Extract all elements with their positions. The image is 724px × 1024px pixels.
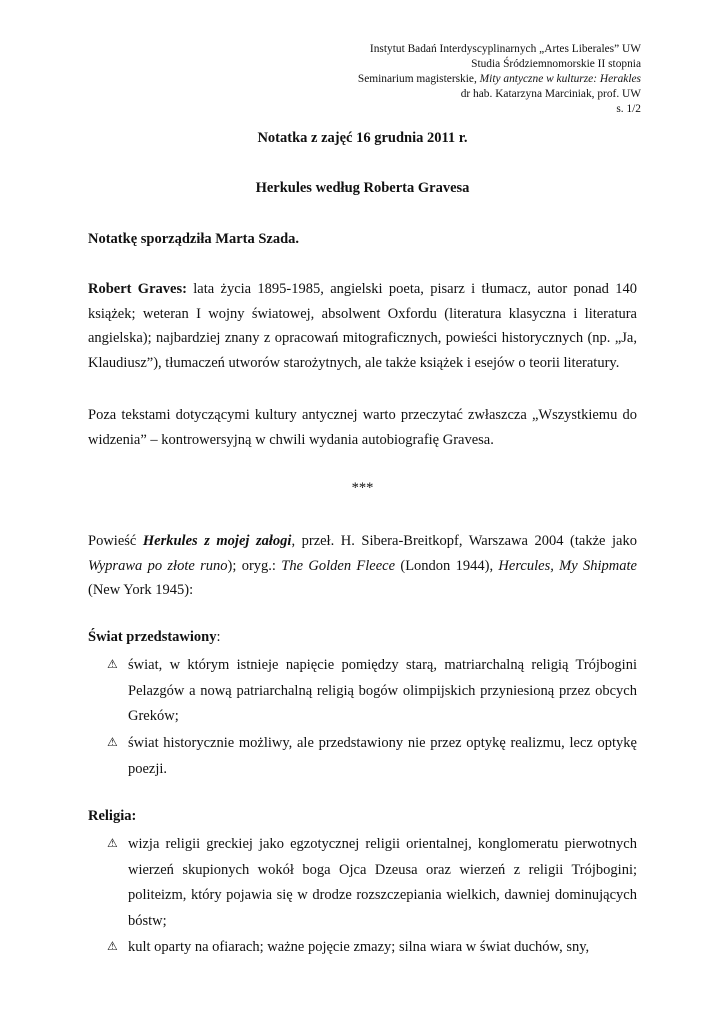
header-institute: Instytut Badań Interdyscyplinarnych „Artes Liberales” UW [369, 43, 641, 55]
novel-text-1: Powieść [88, 533, 143, 549]
novel-title-us: Hercules, My Shipmate [498, 557, 637, 574]
novel-title-uk: The Golden Fleece [281, 557, 396, 574]
novel-text-3: ); oryg.: [227, 557, 282, 574]
header-seminar-prefix: Seminarium magisterskie, [357, 73, 480, 85]
list-item: świat, w którym istnieje napięcie pomiędzy starą, matriarchalną religią Trójbogini Pelazgów a nową patriarchalną religią bogów olimpijskich przyniesioną przez obcych Greków; [128, 657, 637, 724]
section-world-heading [88, 629, 637, 646]
novel-title-alt: Wyprawa po złote runo [88, 557, 228, 574]
page-number: s. 1/2 [616, 103, 641, 115]
bio-lead: Robert Graves: [88, 281, 187, 297]
triangle-a-icon: ⚠ [107, 735, 118, 749]
section-separator: *** [351, 480, 374, 496]
header-seminar-title: Mity antyczne w kulturze: Herakles [479, 73, 641, 85]
document-subtitle: Herkules według Roberta Gravesa [255, 180, 470, 196]
document-header [358, 42, 641, 117]
section-world-title: Świat przedstawiony [88, 629, 217, 645]
novel-text-5: (New York 1945): [88, 582, 194, 599]
bio-paragraph [88, 277, 637, 375]
author-note: Notatkę sporządziła Marta Szada. [88, 231, 300, 247]
novel-title-pl: Herkules z mojej załogi [142, 533, 292, 549]
header-program: Studia Śródziemnomorskie II stopnia [471, 58, 641, 70]
section-religion-heading: Religia: [88, 808, 137, 824]
section-world-colon: : [216, 629, 221, 645]
novel-paragraph [88, 529, 637, 603]
bio-text: lata życia 1895-1985, angielski poeta, pisarz i tłumacz, autor ponad 140 książek; weteran I wojny światowej, absolwent Oxfordu (literatura klasyczna i literatura angielska); najbardziej znany z opracowań mitograficznych, powieści historycznych (np. „Ja, Klaudiusz”), tłumaczeń utworów starożytnych, ale także książek i esejów o teorii literatury. [88, 281, 637, 371]
list-item: świat historycznie możliwy, ale przedstawiony nie przez optykę realizmu, lecz optykę poezji. [128, 735, 637, 777]
document-title: Notatka z zajęć 16 grudnia 2011 r. [257, 130, 468, 146]
list-item: wizja religii greckiej jako egzotycznej religii orientalnej, konglomeratu pierwotnych wierzeń skupionych wokół boga Ojca Dzeusa oraz wierzeń z religii Trójbogini; politeizm, który pojawia się w drodze rozszczepiania wielkich, dawniej dominujących bóstw; [128, 836, 637, 929]
triangle-a-icon: ⚠ [107, 836, 118, 850]
header-seminar [358, 72, 641, 87]
novel-text-4: (London 1944), [395, 557, 499, 574]
triangle-a-icon: ⚠ [107, 939, 118, 953]
header-instructor: dr hab. Katarzyna Marciniak, prof. UW [460, 88, 641, 100]
list-item: kult oparty na ofiarach; ważne pojęcie zmazy; silna wiara w świat duchów, sny, [128, 939, 590, 955]
novel-text-2: , przeł. H. Sibera-Breitkopf, Warszawa 2004 (także jako [291, 533, 637, 549]
triangle-a-icon: ⚠ [107, 657, 118, 671]
autobiography-paragraph: Poza tekstami dotyczącymi kultury antycznej warto przeczytać zwłaszcza „Wszystkiemu do widzenia” – kontrowersyjną w chwili wydania autobiografię Gravesa. [88, 407, 637, 448]
